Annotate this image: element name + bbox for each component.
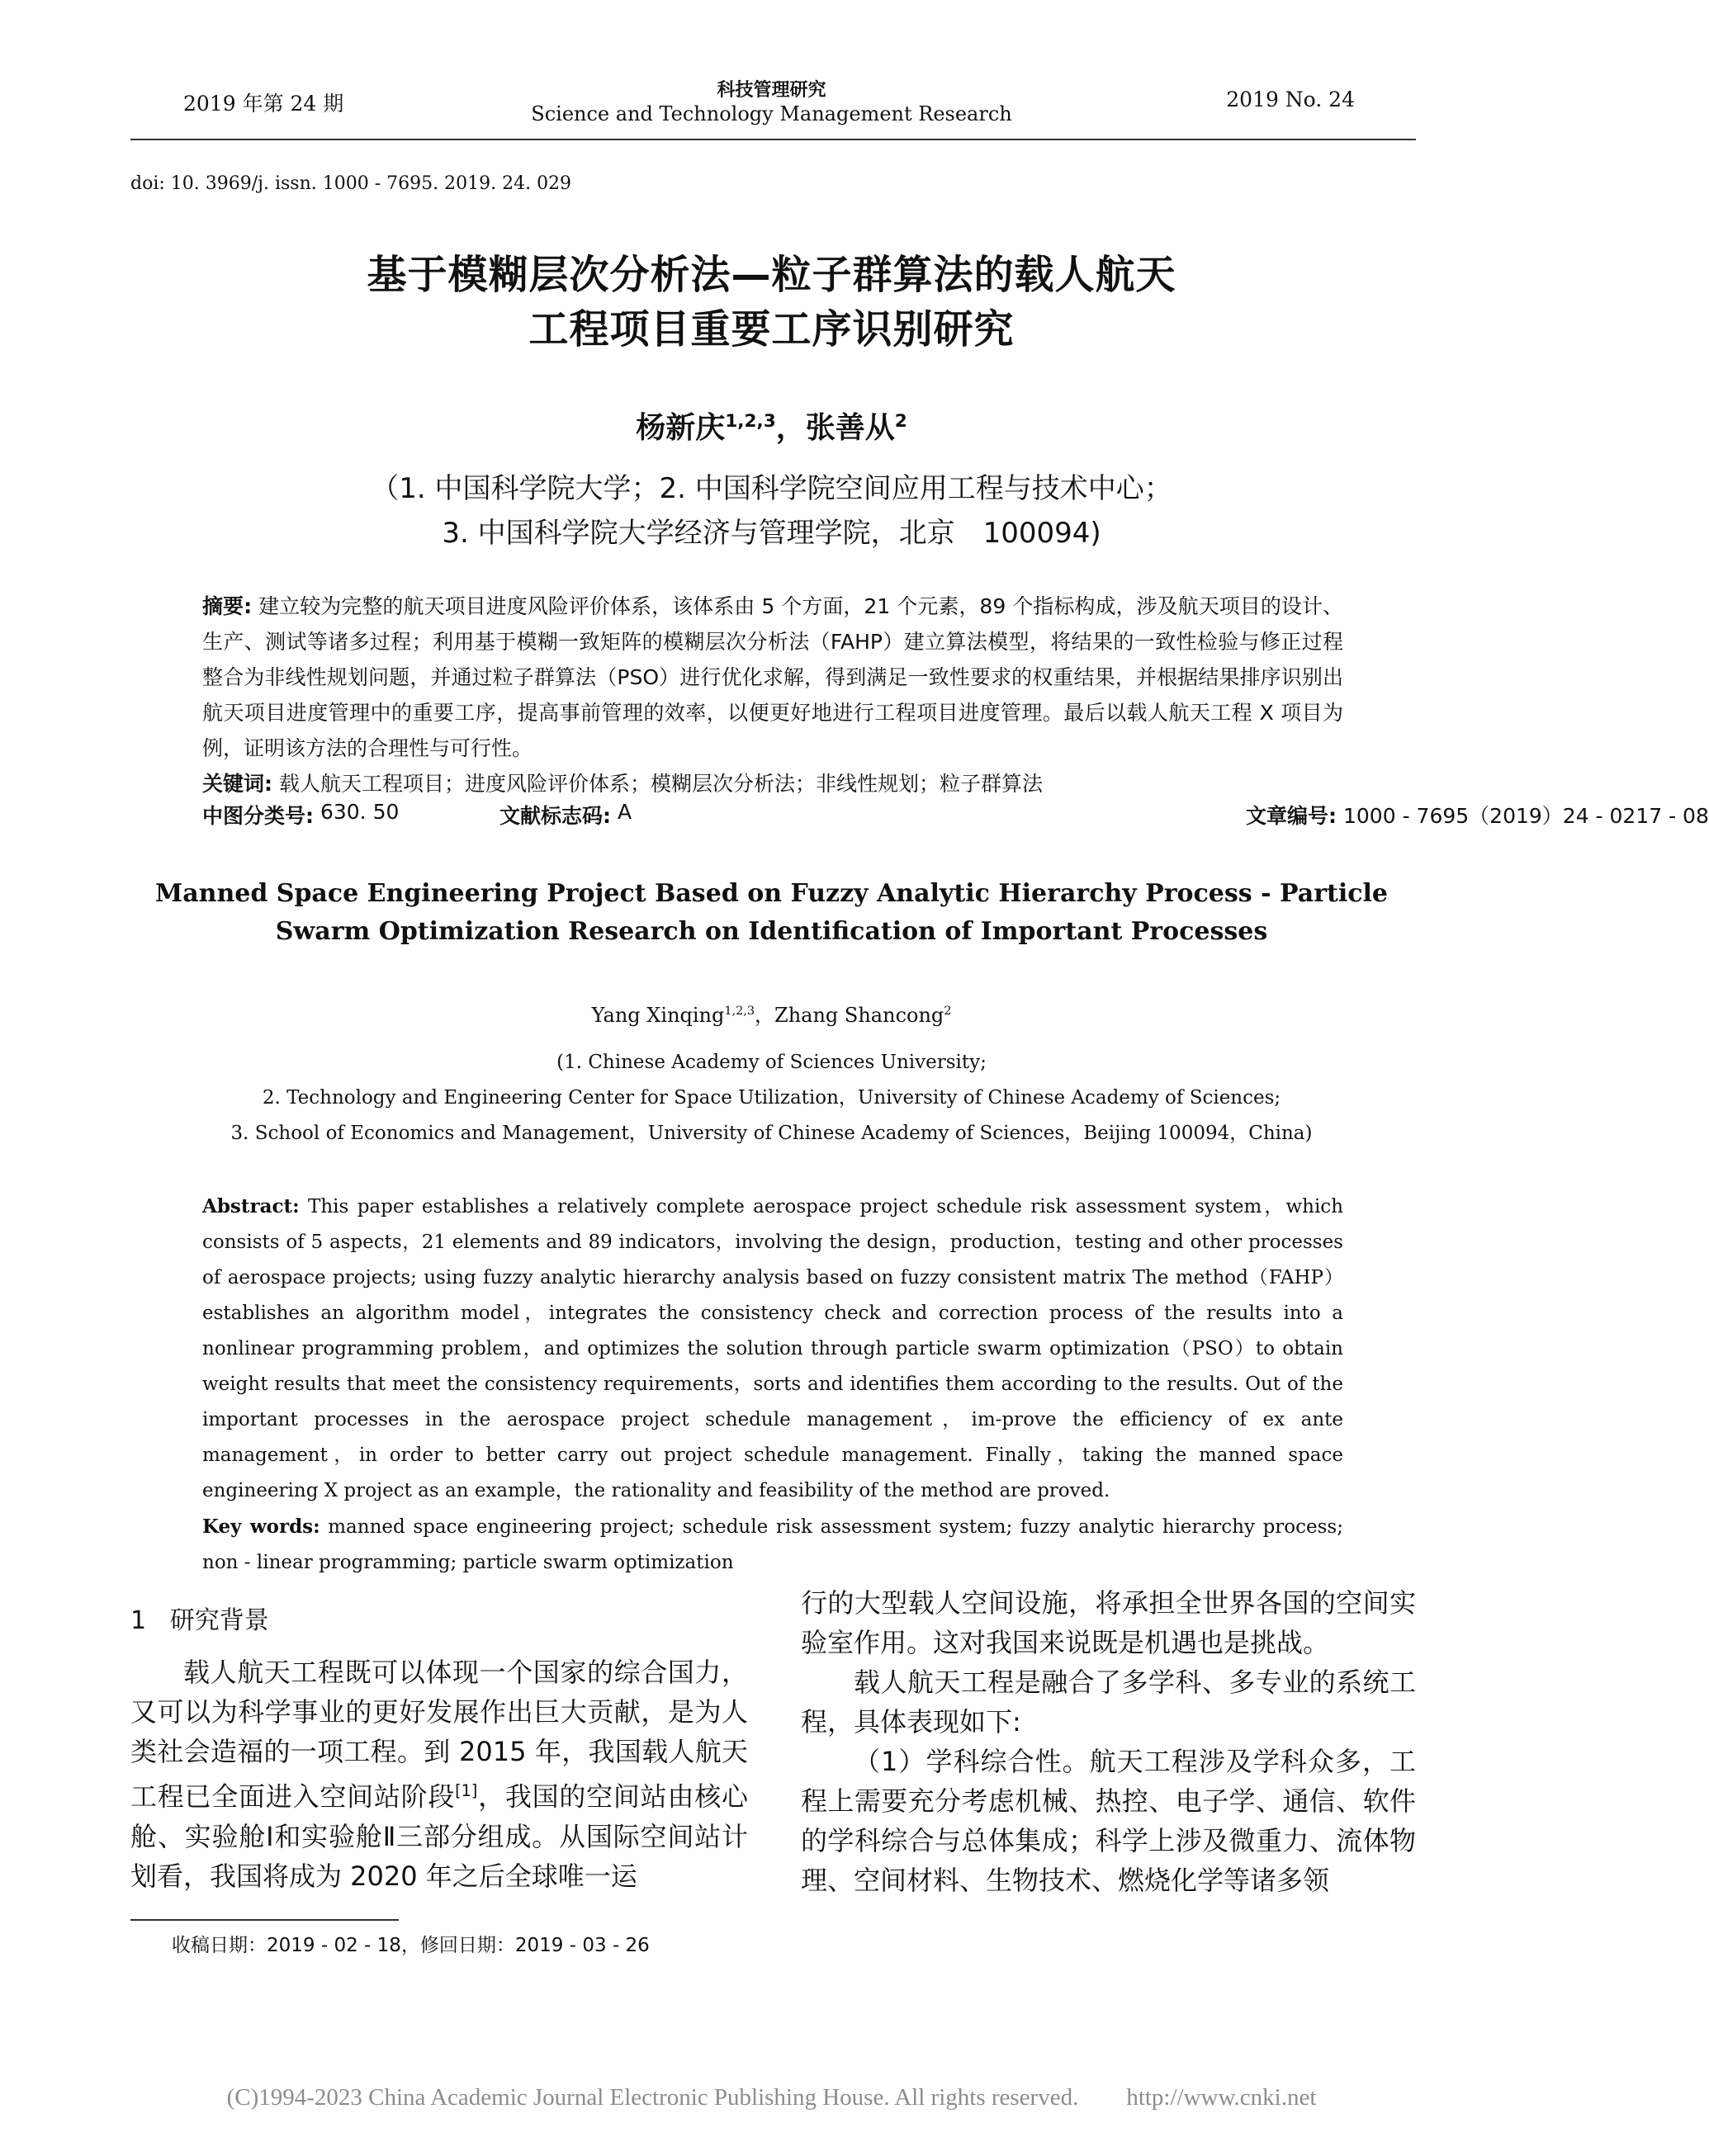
received-date-footnote: 收稿日期：2019 - 02 - 18，修回日期：2019 - 03 - 26: [172, 1935, 650, 1956]
footnote-divider: [130, 1919, 399, 1921]
section-title: 研究背景: [169, 1606, 269, 1635]
header-divider: [130, 139, 1416, 140]
affiliations-en: [0, 1045, 1543, 1151]
affiliations-cn: [0, 466, 1543, 556]
doc-code-value: A: [617, 800, 632, 824]
en-affil-line-3: 3. School of Economics and Management，University of Chinese Academy of Sciences，Beijing 100094，China): [230, 1123, 1313, 1144]
affil-line-2: 3. 中国科学院大学经济与管理学院，北京 100094): [442, 517, 1101, 550]
keywords-cn-label: 关键词:: [202, 772, 272, 796]
body-paragraph-continued: 行的大型载人空间设施，将承担全世界各国的空间实验室作用。这对我国来说既是机遇也是挑战。: [801, 1587, 1416, 1658]
en-title-line-1: Manned Space Engineering Project Based on Fuzzy Analytic Hierarchy Process - Particle: [155, 879, 1388, 908]
en-author-1-affil: 1,2,3: [724, 1005, 755, 1018]
en-affil-line-2: 2. Technology and Engineering Center for Space Utilization，University of Chinese Academy of Sciences;: [262, 1087, 1281, 1109]
keywords-en: manned space engineering project; schedule risk assessment system; fuzzy analytic hierarchy process; non - linear programming; particle swarm optimization: [202, 1516, 1343, 1573]
abstract-cn-text: 建立较为完整的航天项目进度风险评价体系，该体系由 5 个方面，21 个元素，89 个指标构成，涉及航天项目的设计、生产、测试等诸多过程；利用基于模糊一致矩阵的模糊层次分析法（FAHP）建立算法模型，将结果的一致性检验与修正过程整合为非线性规划问题，并通过粒子群算法（PSO）进行优化求解，得到满足一致性要求的权重结果，并根据结果排序识别出航天项目进度管理中的重要工序，提高事前管理的效率，以便更好地进行工程项目进度管理。最后以载人航天工程 X 项目为例，证明该方法的合理性与可行性。: [202, 594, 1343, 760]
en-affil-line-1: (1. Chinese Academy of Sciences University;: [556, 1052, 987, 1073]
en-title-line-2: Swarm Optimization Research on Identification of Important Processes: [275, 917, 1268, 946]
author-1: 杨新庆: [636, 411, 726, 445]
body-paragraph-1: [130, 1652, 748, 1896]
author-separator: ，: [775, 411, 806, 445]
affil-line-1: （1. 中国科学院大学；2. 中国科学院空间应用工程与技术中心；: [371, 472, 1172, 505]
authors-cn: [0, 404, 1543, 447]
paragraph-text-cont: ，我国的空间站由核心舱、实验舱Ⅰ和实验舱Ⅱ三部分组成。从国际空间站计划看，我国将成为 2020 年之后全球唯一运: [130, 1780, 748, 1892]
abstract-en-label: Abstract:: [202, 1195, 300, 1217]
en-author-separator: ，: [755, 1004, 775, 1027]
title-line-1: 基于模糊层次分析法—粒子群算法的载人航天: [367, 252, 1176, 298]
clc-value: 630. 50: [320, 800, 400, 824]
doc-code-label: 文献标志码:: [499, 804, 611, 828]
en-author-2-affil: 2: [944, 1005, 952, 1018]
article-no-value: 1000 - 7695（2019）24 - 0217 - 08: [1343, 804, 1709, 828]
en-author-2: Zhang Shancong: [774, 1004, 944, 1027]
title-line-2: 工程项目重要工序识别研究: [528, 306, 1015, 352]
paragraph-text: 载人航天工程既可以体现一个国家的综合国力，又可以为科学事业的更好发展作出巨大贡献，是为人类社会造福的一项工程。到 2015 年，我国载人航天工程已全面进入空间站阶段: [130, 1657, 748, 1813]
author-2: 张善从: [805, 411, 895, 445]
paper-title-cn: [0, 248, 1543, 357]
abstract-cn-label: 摘要:: [202, 594, 253, 618]
citation-ref: [1]: [455, 1781, 478, 1800]
article-no-label: 文章编号:: [1246, 804, 1337, 828]
body-right-column: [801, 1583, 1416, 1900]
body-paragraph-3: （1）学科综合性。航天工程涉及学科众多，工程上需要充分考虑机械、热控、电子学、通信、软件的学科综合与总体集成；科学上涉及微重力、流体物理、空间材料、生物技术、燃烧化学等诸多领: [801, 1746, 1416, 1896]
keywords-cn: 载人航天工程项目；进度风险评价体系；模糊层次分析法；非线性规划；粒子群算法: [278, 772, 1043, 796]
journal-name-cn: 科技管理研究: [717, 80, 826, 101]
authors-en: [0, 999, 1543, 1028]
copyright-notice: (C)1994-2023 China Academic Journal Electronic Publishing House. All rights reserved. http://www.cnki.net: [226, 2084, 1317, 2111]
body-paragraph-2: 载人航天工程是融合了多学科、多专业的系统工程，具体表现如下:: [801, 1667, 1416, 1738]
abstract-en: [202, 1189, 1343, 1581]
abstract-en-text: This paper establishes a relatively complete aerospace project schedule risk assessment system，which consists of 5 aspects，21 elements and 89 indicators，involving the design，production，testing and other processes of aerospace projects; using fuzzy analytic hierarchy analysis based on fuzzy consistent matrix The method（FAHP）establishes an algorithm model，integrates the consistency check and correction process of the results into a nonlinear programming problem，and optimizes the solution through particle swarm optimization（PSO）to obtain weight results that meet the consistency requirements，sorts and identifies them according to the results. Out of the important processes in the aerospace project schedule management，im-prove the efficiency of ex ante management，in order to better carry out project schedule management. Finally，taking the manned space engineering X project as an example，the rationality and feasibility of the method are proved.: [202, 1196, 1344, 1501]
author-2-affil: 2: [894, 411, 907, 432]
doi: doi: 10. 3969/j. issn. 1000 - 7695. 2019. 24. 029: [130, 173, 572, 194]
author-1-affil: 1,2,3: [725, 411, 776, 432]
keywords-en-label: Key words:: [202, 1515, 320, 1538]
body-left-column: [130, 1601, 748, 1896]
paper-title-en: [0, 875, 1543, 951]
section-number: 1: [130, 1606, 147, 1635]
header-issue-en: 2019 No. 24: [1226, 87, 1355, 111]
abstract-cn: [202, 589, 1343, 801]
section-heading: [130, 1601, 748, 1641]
header-issue-cn: 2019 年第 24 期: [183, 92, 344, 116]
clc-label: 中图分类号:: [202, 804, 314, 828]
en-author-1: Yang Xinqing: [591, 1004, 725, 1027]
journal-name-en: Science and Technology Management Research: [531, 102, 1012, 125]
